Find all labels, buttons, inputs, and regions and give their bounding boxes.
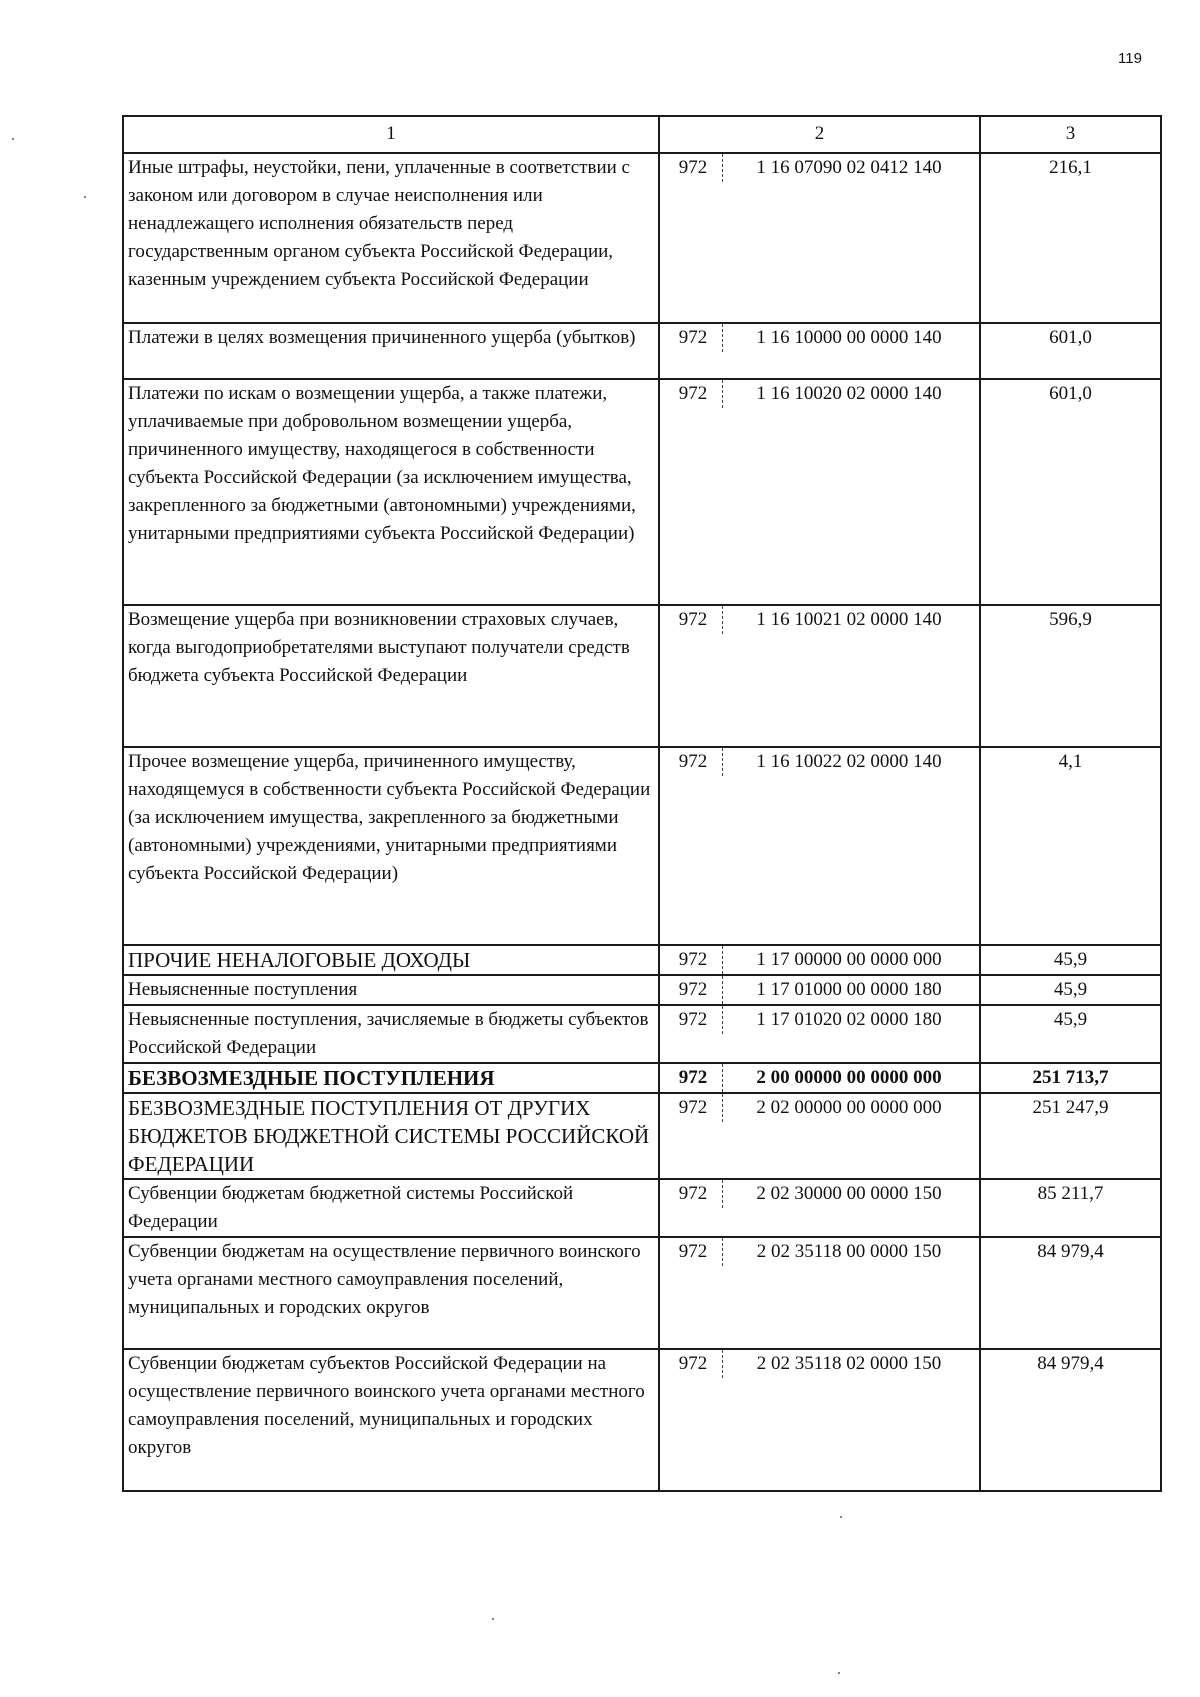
- budget-classification-code: 2 02 35118 00 0000 150: [756, 1241, 942, 1262]
- budget-table: [122, 115, 1162, 1492]
- row-description: БЕЗВОЗМЕЗДНЫЕ ПОСТУПЛЕНИЯ: [123, 1063, 659, 1093]
- admin-code: 972: [664, 1180, 723, 1208]
- table-row: [123, 1237, 1161, 1349]
- table-row: [123, 1093, 1161, 1179]
- admin-code: 972: [664, 380, 723, 408]
- admin-code: 972: [664, 1238, 723, 1266]
- table-row: [123, 1005, 1161, 1063]
- row-description: БЕЗВОЗМЕЗДНЫЕ ПОСТУПЛЕНИЯ ОТ ДРУГИХ БЮДЖЕТОВ БЮДЖЕТНОЙ СИСТЕМЫ РОССИЙСКОЙ ФЕДЕРАЦИИ: [123, 1093, 659, 1179]
- amount: 251 247,9: [980, 1093, 1161, 1179]
- scan-speck: [840, 1516, 842, 1518]
- budget-classification-code: 2 00 00000 00 0000 000: [756, 1067, 942, 1088]
- table-row: [123, 1179, 1161, 1237]
- budget-classification-code: 1 17 01000 00 0000 180: [756, 979, 942, 1000]
- amount: 84 979,4: [980, 1237, 1161, 1349]
- amount: 45,9: [980, 945, 1161, 975]
- admin-code: 972: [664, 154, 723, 182]
- admin-code: 972: [664, 976, 723, 1004]
- row-description: ПРОЧИЕ НЕНАЛОГОВЫЕ ДОХОДЫ: [123, 945, 659, 975]
- budget-classification-code: 2 02 00000 00 0000 000: [756, 1097, 942, 1118]
- row-description: Прочее возмещение ущерба, причиненного имуществу, находящемуся в собственности субъекта Российской Федерации (за исключением имущества, закрепленного за бюджетными (автономными) учреждениями, унитарными предприятиями субъекта Российской Федерации): [123, 747, 659, 945]
- row-description: Платежи в целях возмещения причиненного ущерба (убытков): [123, 323, 659, 379]
- column-header-2: 2: [659, 116, 980, 153]
- admin-code: 972: [664, 1094, 723, 1122]
- amount: 251 713,7: [980, 1063, 1161, 1093]
- row-description: Невыясненные поступления: [123, 975, 659, 1005]
- admin-code: 972: [664, 1064, 723, 1092]
- budget-classification-code: 1 17 01020 02 0000 180: [756, 1009, 942, 1030]
- table-row: [123, 605, 1161, 747]
- amount: 45,9: [980, 1005, 1161, 1063]
- amount: 601,0: [980, 323, 1161, 379]
- admin-code: 972: [664, 324, 723, 352]
- row-description: Невыясненные поступления, зачисляемые в бюджеты субъектов Российской Федерации: [123, 1005, 659, 1063]
- row-description: Платежи по искам о возмещении ущерба, а также платежи, уплачиваемые при добровольном возмещении ущерба, причиненного имуществу, находящегося в собственности субъекта Российской Федерации (за исключением имущества, закрепленного за бюджетными (автономными) учреждениями, унитарными предприятиями субъекта Российской Федерации): [123, 379, 659, 605]
- amount: 601,0: [980, 379, 1161, 605]
- row-description: Субвенции бюджетам субъектов Российской Федерации на осуществление первичного воинского учета органами местного самоуправления поселений, муниципальных и городских округов: [123, 1349, 659, 1491]
- row-description: Субвенции бюджетам на осуществление первичного воинского учета органами местного самоуправления поселений, муниципальных и городских округов: [123, 1237, 659, 1349]
- admin-code: 972: [664, 1350, 723, 1378]
- budget-classification-code: 1 16 10021 02 0000 140: [756, 609, 942, 630]
- budget-classification-code: 1 16 07090 02 0412 140: [756, 157, 942, 178]
- table-row: [123, 747, 1161, 945]
- table-row: [123, 975, 1161, 1005]
- header-row: [123, 116, 1161, 153]
- amount: 4,1: [980, 747, 1161, 945]
- amount: 45,9: [980, 975, 1161, 1005]
- scan-speck: [492, 1618, 494, 1620]
- scan-speck: [838, 1672, 840, 1674]
- budget-classification-code: 2 02 30000 00 0000 150: [756, 1183, 942, 1204]
- admin-code: 972: [664, 946, 723, 974]
- table-row: [123, 945, 1161, 975]
- budget-classification-code: 1 17 00000 00 0000 000: [756, 949, 942, 970]
- row-description: Возмещение ущерба при возникновении страховых случаев, когда выгодоприобретателями выступают получатели средств бюджета субъекта Российской Федерации: [123, 605, 659, 747]
- budget-classification-code: 1 16 10000 00 0000 140: [756, 327, 942, 348]
- table-row: [123, 379, 1161, 605]
- table-row: [123, 153, 1161, 323]
- admin-code: 972: [664, 606, 723, 634]
- page-number: 119: [1118, 50, 1142, 67]
- budget-classification-code: 1 16 10022 02 0000 140: [756, 751, 942, 772]
- table-row: [123, 1063, 1161, 1093]
- amount: 216,1: [980, 153, 1161, 323]
- table-row: [123, 323, 1161, 379]
- amount: 84 979,4: [980, 1349, 1161, 1491]
- row-description: Субвенции бюджетам бюджетной системы Российской Федерации: [123, 1179, 659, 1237]
- admin-code: 972: [664, 1006, 723, 1034]
- column-header-3: 3: [980, 116, 1161, 153]
- amount: 596,9: [980, 605, 1161, 747]
- budget-classification-code: 2 02 35118 02 0000 150: [756, 1353, 942, 1374]
- scan-speck: [12, 138, 14, 140]
- row-description: Иные штрафы, неустойки, пени, уплаченные в соответствии с законом или договором в случае неисполнения или ненадлежащего исполнения обязательств перед государственным органом субъекта Российской Федерации, казенным учреждением субъекта Российской Федерации: [123, 153, 659, 323]
- table-row: [123, 1349, 1161, 1491]
- scan-speck: [84, 196, 86, 198]
- budget-classification-code: 1 16 10020 02 0000 140: [756, 383, 942, 404]
- admin-code: 972: [664, 748, 723, 776]
- column-header-1: 1: [123, 116, 659, 153]
- amount: 85 211,7: [980, 1179, 1161, 1237]
